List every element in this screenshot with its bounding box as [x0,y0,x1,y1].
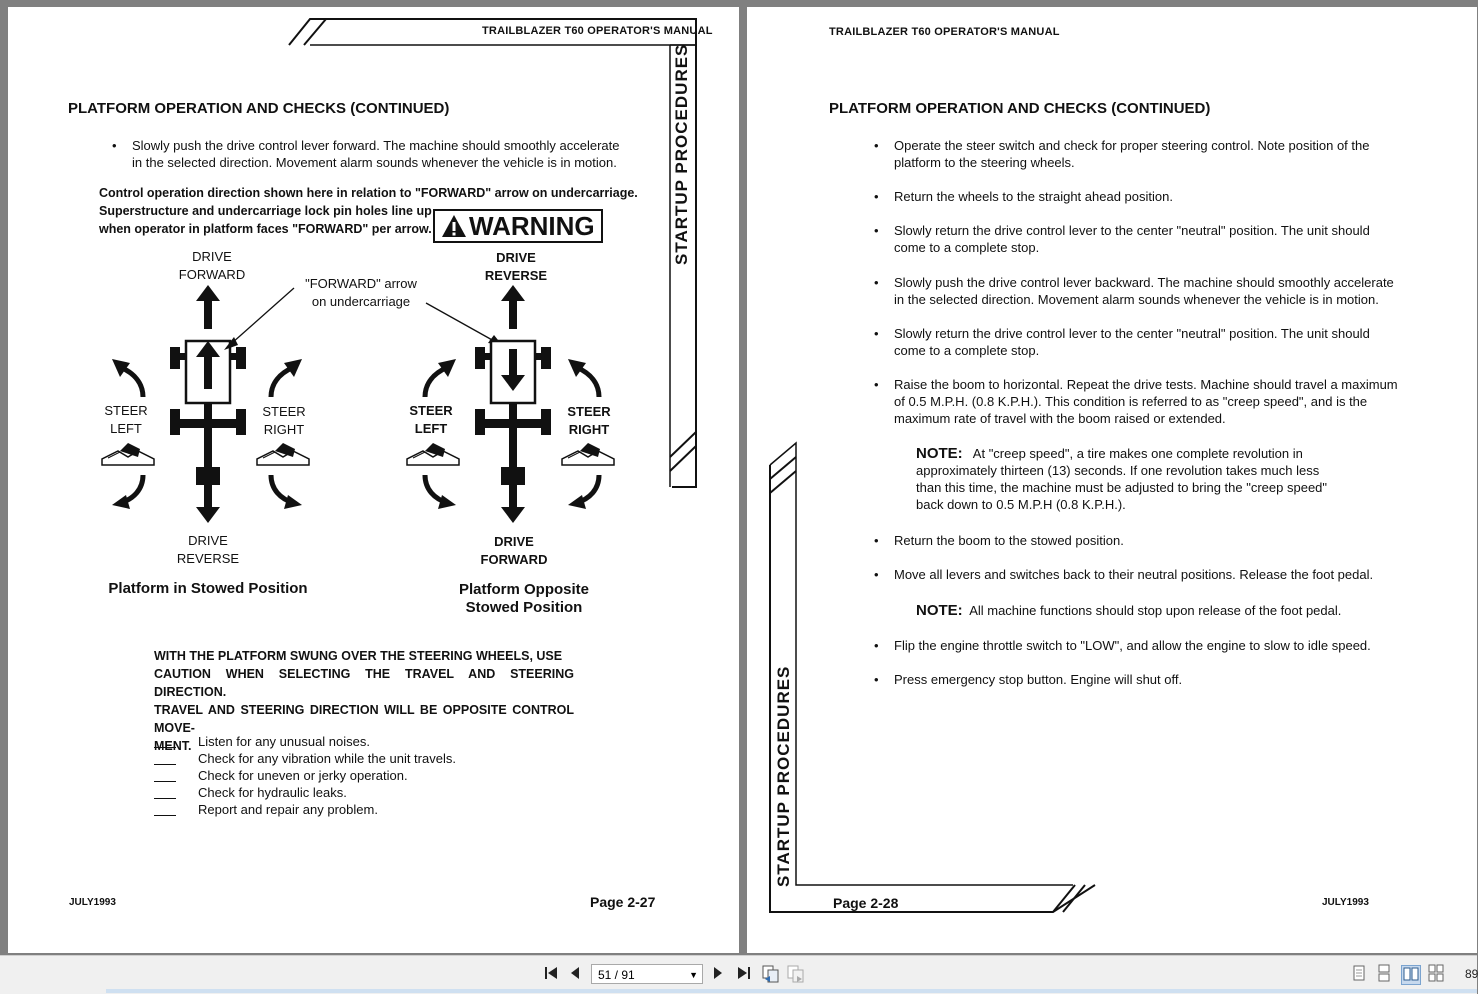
continuous-facing-view-icon[interactable] [1426,965,1446,985]
right-bullet-1: • Operate the steer switch and check for proper steering control. Note position of the platform to the steering wheels. [874,138,1370,170]
diag1-caption: Platform in Stowed Position [108,580,308,597]
history-back-icon[interactable] [762,965,780,986]
right-bullet-8: • Move all levers and switches back to their neutral positions. Release the foot pedal. [874,567,1374,582]
right-bullet-5: • Slowly return the drive control lever to the center "neutral" position. The unit should come to a complete stop. [874,326,1370,358]
checklist-item: Report and repair any problem. [154,801,456,818]
diag1-steer-left-label: STEER LEFT [104,403,148,436]
left-section-tab: STARTUP PROCEDURES [672,43,691,265]
right-section-tab: STARTUP PROCEDURES [774,665,793,887]
diagram-stowed [170,285,246,523]
previous-page-icon[interactable] [569,966,581,983]
right-bullet-10: • Press emergency stop button. Engine will shut off. [874,672,1183,687]
page-number-field[interactable]: 51 / 91 ▼ [591,964,703,984]
diag2-steer-right-label: STEER RIGHT [567,404,611,437]
checklist [154,733,456,818]
left-page [8,7,739,953]
right-footer-date: JULY1993 [1322,897,1369,908]
first-page-icon[interactable] [544,966,558,983]
chevron-down-icon[interactable]: ▼ [689,970,698,980]
right-bullet-7: • Return the boom to the stowed position. [874,533,1124,548]
right-bullet-2: • Return the wheels to the straight ahead position. [874,189,1173,204]
caution-paragraph: WITH THE PLATFORM SWUNG OVER THE STEERING WHEELS, USE CAUTION WHEN SELECTING THE TRAVEL AND STEERING DIRECTION. TRAVEL AND STEERING DIRECTION WILL BE OPPOSITE CONTROL MOVE- MENT. [154,649,574,753]
diag2-steer-left-label: STEER LEFT [409,403,453,436]
diag2-bottom-label: DRIVE FORWARD [480,534,548,567]
right-title: PLATFORM OPERATION AND CHECKS (CONTINUED) [829,100,1211,117]
last-page-icon[interactable] [737,966,751,983]
diag2-caption: Platform Opposite Stowed Position [458,581,589,616]
right-page [747,7,1477,953]
scrollbar-horizontal[interactable] [106,989,1477,993]
right-bullet-3: • Slowly return the drive control lever to the center "neutral" position. The unit should come to a complete stop. [874,223,1370,255]
continuous-view-icon[interactable] [1374,965,1394,985]
single-page-view-icon[interactable] [1349,965,1369,985]
checklist-item: Check for uneven or jerky operation. [154,767,456,784]
checklist-item: Check for any vibration while the unit travels. [154,750,456,767]
diag1-steer-right-label: STEER RIGHT [262,404,306,437]
left-footer-date: JULY1993 [69,897,116,908]
left-header: TRAILBLAZER T60 OPERATOR'S MANUAL [482,25,713,37]
left-title: PLATFORM OPERATION AND CHECKS (CONTINUED) [68,100,450,117]
left-footer-page: Page 2-27 [590,894,656,910]
right-bullet-9: • Flip the engine throttle switch to "LOW", and allow the engine to slow to idle speed. [874,638,1371,653]
diag2-top-label: DRIVE REVERSE [484,250,548,283]
right-header: TRAILBLAZER T60 OPERATOR'S MANUAL [829,26,1060,38]
right-footer-page: Page 2-28 [833,895,899,911]
history-forward-icon[interactable] [787,965,805,986]
checklist-item: Check for hydraulic leaks. [154,784,456,801]
diag1-top-label: DRIVE FORWARD [178,249,246,282]
facing-view-icon[interactable] [1401,965,1421,985]
next-page-icon[interactable] [712,966,724,983]
control-direction-note: Control operation direction shown here in relation to "FORWARD" arrow on undercarriage. Superstructure and undercarriage lock pin holes line up when operator in platform faces "FORWARD" per arrow. [99,186,638,236]
zoom-level[interactable]: 89 [1465,967,1478,981]
left-bullet-1: • Slowly push the drive control lever forward. The machine should smoothly accelerate in the selected direction. Movement alarm sounds whenever the vehicle is in motion. [112,138,620,170]
right-bullet-4: • Slowly push the drive control lever backward. The machine should smoothly accelerate in the selected direction. Movement alarm sounds whenever the vehicle is in motion. [874,275,1394,307]
viewer-toolbar [0,955,1477,994]
note-creep-speed: NOTE: At "creep speed", a tire makes one complete revolution in approximately thirteen (13) seconds. If one revolution takes much less than this time, the machine must be adjusted to bring the "creep speed" back down to 0.5 M.P.H (0.8 K.P.H.). [916,445,1328,512]
right-bullet-6: • Raise the boom to horizontal. Repeat the drive tests. Machine should travel a maximum of 0.5 M.P.H. (0.8 K.P.H.). This condition is referred to as "creep speed", and is the maximum rate of travel with the boom raised or extended. [874,377,1398,426]
checklist-item: Listen for any unusual noises. [154,733,456,750]
forward-arrow-callout: "FORWARD" arrow on undercarriage [305,276,417,309]
note-foot-pedal: NOTE: All machine functions should stop upon release of the foot pedal. [916,602,1342,619]
warning-label: WARNING [469,211,595,241]
diagram-opposite [475,285,551,523]
diag1-bottom-label: DRIVE REVERSE [176,533,240,566]
